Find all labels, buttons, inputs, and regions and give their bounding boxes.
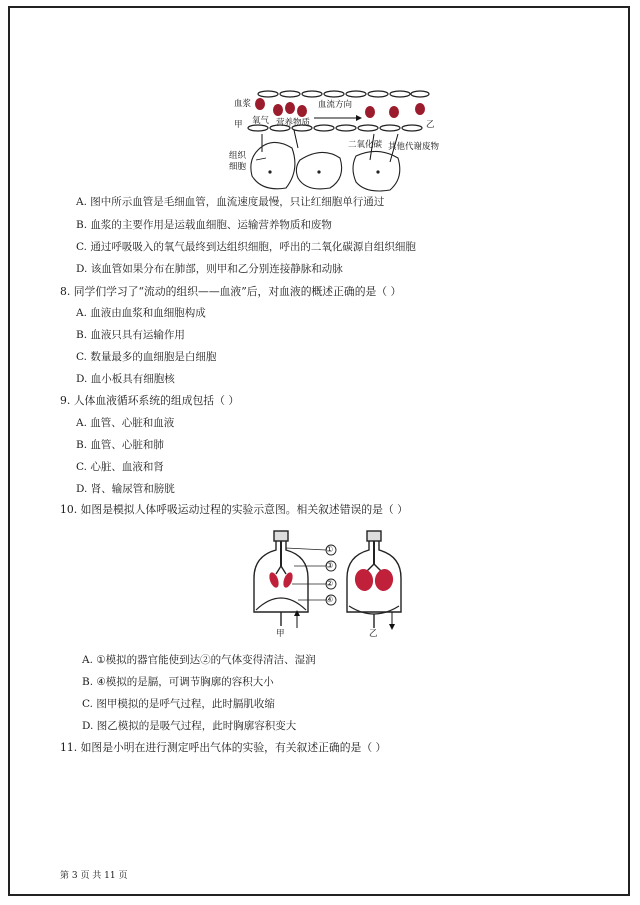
label-oxygen: 氧气 (252, 116, 270, 126)
label-jar-yi: 乙 (369, 629, 378, 639)
q8-stem: 8. 同学们学习了“流动的组织——血液”后，对血液的概述正确的是（ ） (60, 285, 402, 298)
q10-option-c: C. 图甲模拟的是呼气过程，此时膈肌收缩 (82, 698, 275, 710)
bronchus-right (281, 566, 286, 574)
label-jia: 甲 (234, 120, 243, 130)
q10-option-a: A. ①模拟的器官能使到达②的气体变得清洁、湿润 (82, 654, 316, 666)
balloon-right (373, 568, 395, 593)
marker-1: ① (326, 545, 334, 554)
lungs-jia (268, 571, 295, 589)
q8-option-b: B. 血液只具有运输作用 (76, 329, 185, 341)
bronchus-left (276, 566, 281, 574)
q9-option-c: C. 心脏、血液和肾 (76, 461, 164, 473)
label-plasma: 血浆 (234, 99, 252, 109)
marker-2: ② (326, 579, 334, 588)
q9-stem: 9. 人体血液循环系统的组成包括（ ） (60, 394, 240, 407)
q7-option-a: A. 图中所示血管是毛细血管，血流速度最慢，只让红细胞单行通过 (76, 196, 385, 208)
jar-stopper (274, 531, 288, 541)
label-nutrients: 营养物质 (276, 118, 311, 128)
marker-3: ③ (326, 561, 334, 570)
label-cell: 细胞 (229, 162, 247, 172)
label-waste: 其他代谢废物 (388, 142, 440, 152)
balloon-left (268, 571, 281, 589)
q7-option-c: C. 通过呼吸吸入的氧气最终到达组织细胞，呼出的二氧化碳源自组织细胞 (76, 241, 416, 253)
label-co2: 二氧化碳 (348, 140, 383, 150)
jar-stopper (367, 531, 381, 541)
q9-option-d: D. 肾、输尿管和膀胱 (76, 483, 175, 495)
q7-option-b: B. 血浆的主要作用是运载血细胞、运输营养物质和废物 (76, 219, 332, 231)
q9-option-a: A. 血管、心脏和血液 (76, 417, 175, 429)
label-flow-direction: 血流方向 (318, 100, 353, 110)
q7-option-d: D. 该血管如果分布在肺部，则甲和乙分别连接静脉和动脉 (76, 263, 343, 275)
arrow-up-head-jia (294, 610, 300, 616)
label-tissue: 组织 (229, 151, 247, 161)
balloon-left (353, 568, 375, 593)
q11-stem: 11. 如图是小明在进行测定呼出气体的实验，有关叙述正确的是（ ） (60, 741, 387, 754)
q8-option-d: D. 血小板具有细胞核 (76, 373, 175, 385)
q9-option-b: B. 血管、心脏和肺 (76, 439, 164, 451)
arrow-down-head-yi (389, 624, 395, 630)
q10-option-b: B. ④模拟的是膈，可调节胸廓的容积大小 (82, 676, 274, 688)
q8-option-a: A. 血液由血浆和血细胞构成 (76, 307, 206, 319)
label-jar-jia: 甲 (276, 629, 285, 639)
lungs-yi (353, 568, 395, 593)
q10-stem: 10. 如图是模拟人体呼吸运动过程的实验示意图。相关叙述错误的是（ ） (60, 503, 408, 516)
q8-option-c: C. 数量最多的血细胞是白细胞 (76, 351, 217, 363)
balloon-right (282, 571, 295, 589)
q10-option-d: D. 图乙模拟的是吸气过程，此时胸廓容积变大 (82, 720, 297, 732)
label-yi: 乙 (426, 120, 435, 130)
marker-4: ④ (326, 595, 334, 604)
page-number: 第 3 页 共 11 页 (60, 871, 128, 881)
bell-jar-jia (254, 531, 308, 626)
